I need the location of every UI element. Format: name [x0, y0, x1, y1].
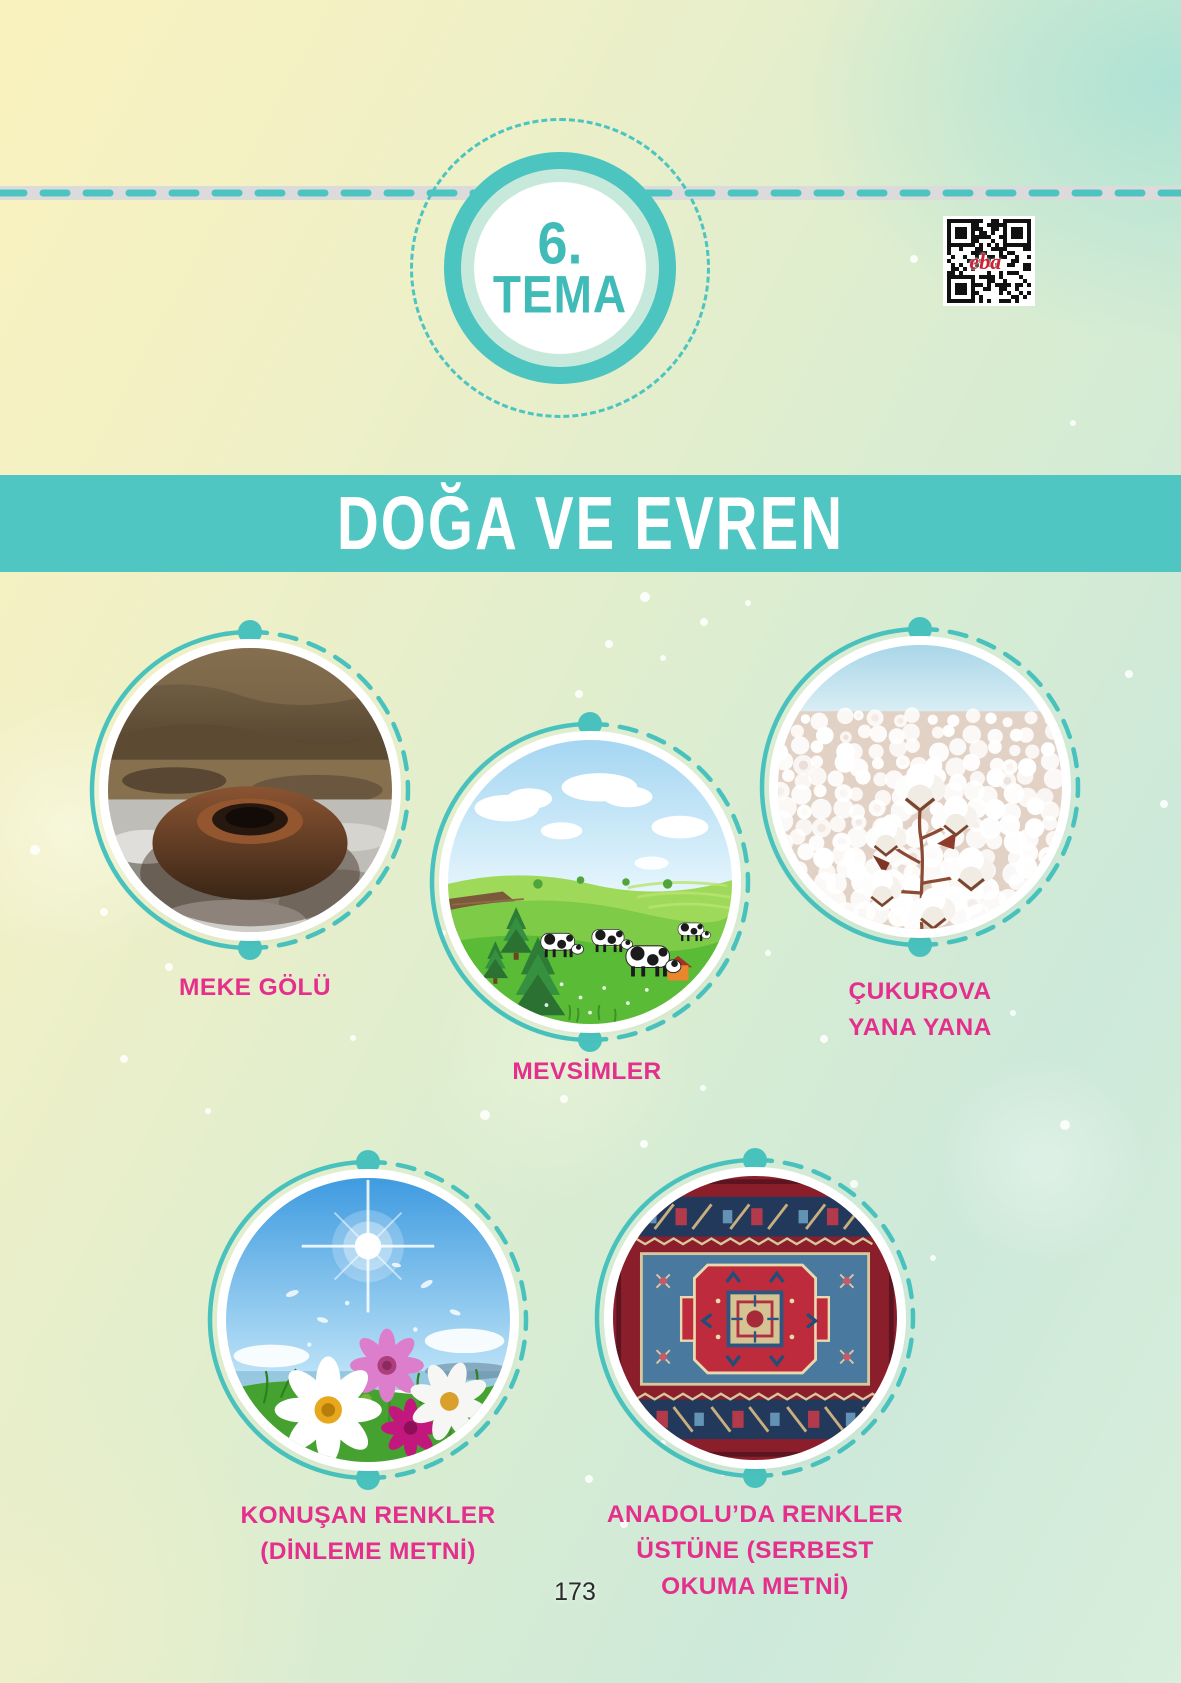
eba-qr-code	[943, 216, 1035, 306]
caption-line: KONUŞAN RENKLER	[240, 1502, 496, 1529]
theme-item-konusan-renkler	[196, 1148, 540, 1492]
caption-line: MEKE GÖLÜ	[179, 974, 331, 1001]
page-title: DOĞA VE EVREN	[336, 481, 845, 566]
title-band	[0, 475, 1181, 572]
theme-badge-ring	[444, 152, 676, 384]
theme-item-cukurova	[748, 615, 1092, 959]
theme-badge-inner-ring	[461, 169, 659, 367]
caption-line: ANADOLU’DA RENKLER	[606, 1501, 904, 1528]
caption-line: OKUMA METNİ)	[661, 1573, 849, 1600]
konusan-renkler-photo	[226, 1178, 510, 1462]
caption-anadoluda-renkler	[607, 1497, 903, 1605]
caption-line: (DİNLEME METNİ)	[260, 1538, 476, 1565]
theme-item-mevsimler	[418, 710, 762, 1054]
page-number: 173	[554, 1578, 596, 1606]
caption-line: ÇUKUROVA	[848, 978, 992, 1005]
theme-item-anadoluda-renkler	[583, 1146, 927, 1490]
caption-line: ÜSTÜNE (SERBEST	[636, 1537, 874, 1564]
theme-badge-word: TEMA	[492, 263, 628, 324]
caption-mevsimler	[512, 1054, 661, 1090]
eba-logo-text: eba	[969, 248, 1002, 274]
theme-badge-number: 6.	[537, 211, 583, 278]
caption-meke-golu	[179, 970, 331, 1006]
caption-konusan-renkler	[240, 1498, 495, 1570]
caption-line: MEVSİMLER	[512, 1058, 662, 1085]
caption-line: YANA YANA	[848, 1014, 992, 1041]
caption-cukurova	[848, 974, 991, 1046]
theme-item-meke-golu	[78, 618, 422, 962]
theme-badge	[410, 118, 710, 418]
theme-badge-face	[474, 182, 646, 354]
mevsimler-photo	[448, 740, 732, 1024]
cukurova-photo	[778, 645, 1062, 929]
meke-golu-photo	[108, 648, 392, 932]
anadoluda-renkler-photo	[613, 1176, 897, 1460]
